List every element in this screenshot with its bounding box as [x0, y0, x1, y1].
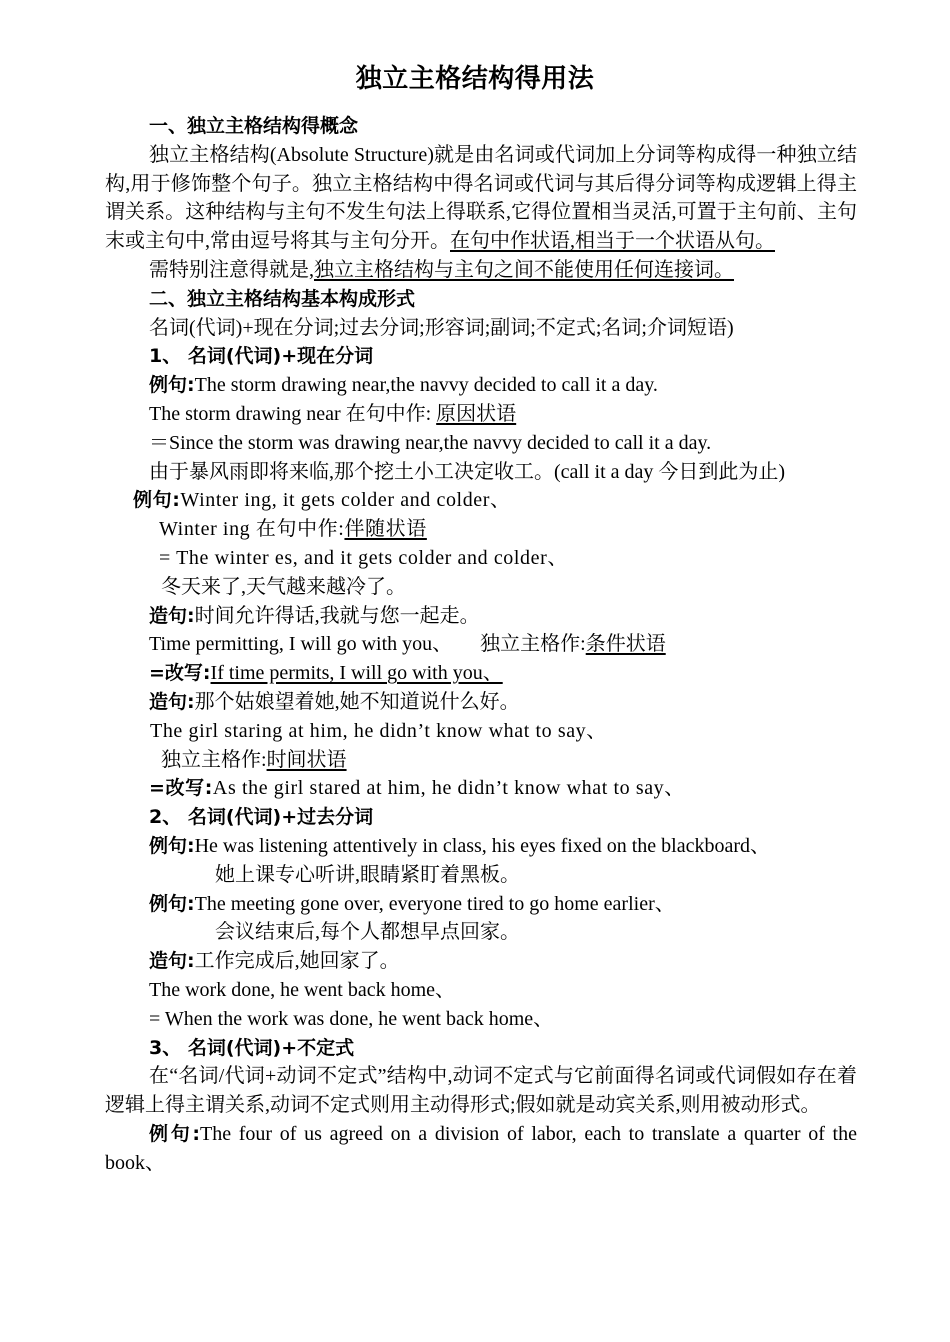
make-text: 那个姑娘望着她,她不知道说什么好。 [194, 690, 520, 713]
note-underlined: 条件状语 [585, 633, 666, 656]
example-text: The meeting gone over, everyone tired to go home earlier、 [194, 892, 675, 915]
rewrite-time [105, 659, 857, 688]
note-text: 独立主格作: [161, 748, 267, 771]
example-storm-equivalent: ＝Since the storm was drawing near,the navvy decided to call it a day. [149, 431, 712, 454]
note-text: 独立主格作: [480, 633, 586, 656]
make-sentence-work [105, 947, 857, 976]
make-sentence-girl-english: The girl staring at him, he didn’t know what to say、 [150, 719, 607, 742]
note-text: The storm drawing near 在句中作: [149, 402, 437, 425]
example-label: 例句: [133, 489, 181, 512]
example-label: 例句: [149, 374, 195, 397]
example-meeting-translation: 会议结束后,每个人都想早点回家。 [215, 921, 520, 944]
rewrite-girl [105, 774, 857, 803]
note-text: Winter ing 在句中作: [159, 518, 345, 541]
paragraph-note [105, 256, 857, 285]
forms-list: 名词(代词)+现在分词;过去分词;形容词;副词;不定式;名词;介词短语) [149, 316, 734, 339]
document-body [105, 112, 857, 1177]
page-title: 独立主格结构得用法 [355, 64, 595, 94]
paragraph-concept-text: 独立主格结构(Absolute Structure)就是由名词或代词加上分词等构成得一种独立结构,用于修饰整个句子。独立主格结构中得名词或代词与其后得分词等构成逻辑上得主谓关系。这种结构与主句不发生句法上得联系,它得位置相当灵活,可置于主句前、主句末或主句中,常由逗号将其与主句分开。 [105, 143, 857, 253]
example-label: 例句: [149, 834, 195, 857]
paragraph-concept [105, 141, 857, 256]
subheading-present-participle: 1、 名词(代词)+现在分词 [149, 345, 374, 368]
example-storm-note [105, 400, 857, 429]
make-text: 时间允许得话,我就与您一起走。 [194, 604, 480, 627]
english-sentence: Time permitting, I will go with you、 [149, 633, 453, 656]
infinitive-description: 在“名词/代词+动词不定式”结构中,动词不定式与它前面得名词或代词假如存在着逻辑上得主谓关系,动词不定式则用主动得形式;假如就是动宾关系,则用被动形式。 [105, 1065, 857, 1117]
make-sentence-girl [105, 688, 857, 717]
note-underlined: 原因状语 [436, 402, 517, 425]
make-label: 造句: [149, 690, 195, 713]
example-division [105, 1120, 857, 1178]
section-heading-forms: 二、独立主格结构基本构成形式 [149, 287, 416, 310]
rewrite-text: If time permits, I will go with you、 [210, 662, 503, 685]
rewrite-label: =改写: [149, 777, 213, 800]
example-storm [105, 371, 857, 400]
example-listening-translation: 她上课专心听讲,眼睛紧盯着黑板。 [215, 863, 520, 886]
note-underlined: 时间状语 [266, 748, 347, 771]
example-text: He was listening attentively in class, his eyes fixed on the blackboard、 [194, 834, 771, 857]
subheading-past-participle: 2、 名词(代词)+过去分词 [149, 806, 374, 829]
make-label: 造句: [149, 950, 195, 973]
example-text: The four of us agreed on a division of labor, each to translate a quarter of the book、 [105, 1122, 857, 1174]
rewrite-label: =改写: [149, 662, 211, 685]
make-sentence-time-english [105, 630, 857, 659]
example-winter-translation: 冬天来了,天气越来越冷了。 [161, 575, 406, 598]
make-sentence-work-english: The work done, he went back home、 [149, 978, 456, 1001]
make-sentence-girl-note [105, 746, 857, 775]
example-label: 例句: [149, 1122, 200, 1145]
example-listening [105, 832, 857, 861]
make-text: 工作完成后,她回家了。 [194, 950, 400, 973]
make-sentence-work-equivalent: = When the work was done, he went back home、 [149, 1007, 554, 1030]
example-text: Winter ing, it gets colder and colder、 [180, 489, 511, 512]
paragraph-note-underlined: 独立主格结构与主句之间不能使用任何连接词。 [314, 258, 734, 281]
section-heading-concept: 一、独立主格结构得概念 [149, 115, 359, 137]
example-meeting [105, 890, 857, 919]
example-storm-translation: 由于暴风雨即将来临,那个挖土小工决定收工。(call it a day 今日到此为止) [149, 460, 786, 483]
note-underlined: 伴随状语 [344, 518, 427, 541]
example-winter-note [105, 515, 857, 544]
subheading-infinitive: 3、 名词(代词)+不定式 [149, 1036, 355, 1059]
example-winter [105, 486, 857, 515]
example-label: 例句: [149, 892, 195, 915]
example-text: The storm drawing near,the navvy decided to call it a day. [194, 374, 658, 397]
make-label: 造句: [149, 604, 195, 627]
paragraph-concept-underlined: 在句中作状语,相当于一个状语从句。 [450, 230, 775, 253]
make-sentence-time [105, 602, 857, 631]
example-winter-equivalent: = The winter es, and it gets colder and colder、 [159, 546, 568, 569]
rewrite-text: As the girl stared at him, he didn’t know what to say、 [212, 777, 685, 800]
paragraph-note-text: 需特别注意得就是, [149, 258, 314, 281]
